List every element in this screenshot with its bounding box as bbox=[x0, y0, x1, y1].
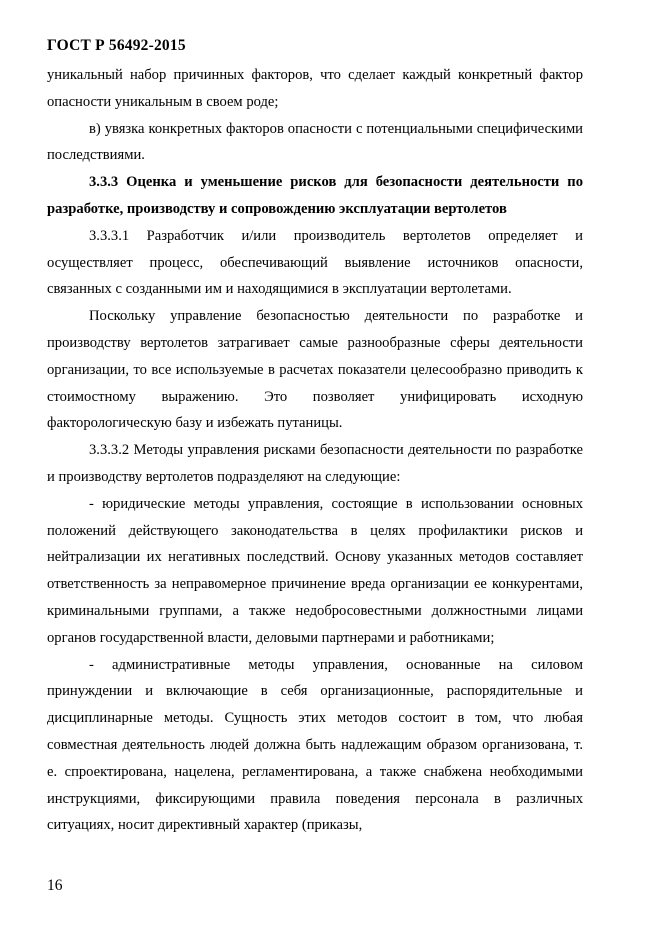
paragraph-3-3-3-2: 3.3.3.2 Методы управления рисками безопасности деятельности по разработке и производству вертолетов подразделяют на следующие: bbox=[47, 442, 583, 485]
paragraph-continuation: уникальный набор причинных факторов, что сделает каждый конкретный фактор опасности уникальным в своем роде; bbox=[47, 67, 583, 110]
page-number: 16 bbox=[47, 877, 63, 894]
list-item-administrative-methods: - административные методы управления, основанные на силовом принуждении и включающие в себя организационные, распорядительные и дисциплинарные методы. Сущность этих методов состоит в том, что любая совместная деятельность людей должна быть надлежащим образом организована, т. е. спроектирована, нацелена, регламентирована, а также снабжена необходимыми инструкциями, фиксирующими правила поведения персонала в различных ситуациях, носит директивный характер (приказы, bbox=[47, 656, 583, 834]
paragraph-3-3-3-1: 3.3.3.1 Разработчик и/или производитель вертолетов определяет и осуществляет процесс, обеспечивающий выявление источников опасности, связанных с созданными им и находящимися в эксплуатации вертолетами. bbox=[47, 227, 583, 298]
document-header: ГОСТ Р 56492-2015 bbox=[47, 37, 186, 54]
section-heading-3-3-3: 3.3.3 Оценка и уменьшение рисков для безопасности деятельности по разработке, производству и сопровождению эксплуатации вертолетов bbox=[47, 174, 583, 217]
document-body bbox=[47, 62, 583, 839]
list-item-legal-methods: - юридические методы управления, состоящие в использовании основных положений действующего законодательства в целях профилактики рисков и нейтрализации их негативных последствий. Основу указанных методов составляет ответственность за неправомерное причинение вреда организации ее конкурентами, криминальными группами, а также недобросовестными должностными лицами органов государственной власти, деловыми партнерами и работниками; bbox=[47, 495, 583, 646]
list-item-v: в) увязка конкретных факторов опасности с потенциальными специфическими последствиями. bbox=[47, 120, 583, 164]
paragraph-cost-expression: Поскольку управление безопасностью деятельности по разработке и производству вертолетов затрагивает самые разнообразные сферы деятельности организации, то все используемые в расчетах показатели целесообразно приводить к стоимостному выражению. Это позволяет унифицировать исходную факторологическую базу и избежать путаницы. bbox=[47, 308, 583, 432]
